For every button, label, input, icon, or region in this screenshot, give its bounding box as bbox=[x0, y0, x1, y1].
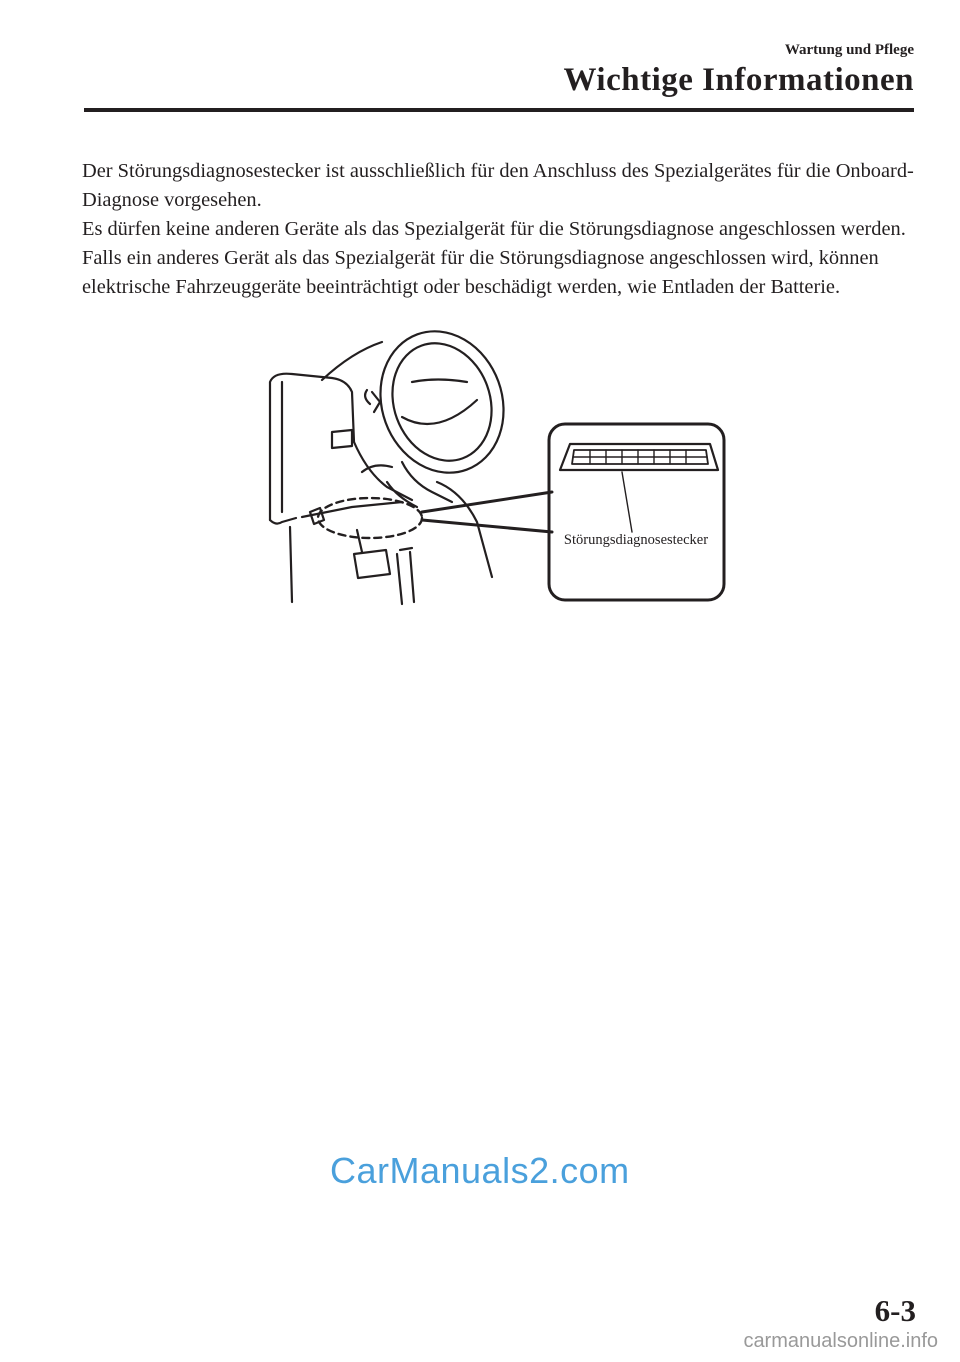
paragraph-2: Es dürfen keine anderen Geräte als das Spezialgerät für die Störungsdiagnose angeschlossen werden. Falls ein anderes Gerät als das Spezialgerät für die Störungsdiagnose angeschlossen wird, können elektrische Fahrzeuggeräte beeinträchtigt oder beschädigt werden, wie Entladen der Batterie. bbox=[82, 218, 906, 298]
watermark-logo: CarManuals2.com bbox=[330, 1150, 630, 1191]
dashboard-drawing bbox=[270, 322, 523, 604]
connector-location-marker bbox=[318, 498, 422, 538]
body-text bbox=[82, 157, 922, 302]
page-title: Wichtige Informationen bbox=[563, 62, 914, 98]
diagnostic-connector-illustration bbox=[262, 322, 732, 607]
section-header: Wartung und Pflege bbox=[784, 42, 914, 58]
header-divider bbox=[84, 108, 914, 112]
footer-url: carmanualsonline.info bbox=[743, 1330, 938, 1352]
paragraph-1: Der Störungsdiagnosestecker ist ausschließlich für den Anschluss des Spezialgerätes für die Onboard-Diagnose vorgesehen. bbox=[82, 160, 914, 211]
connector-callout-label: Störungsdiagnosestecker bbox=[563, 532, 709, 548]
diagnostic-connector-drawing bbox=[560, 444, 718, 532]
page-number: 6-3 bbox=[874, 1293, 916, 1328]
